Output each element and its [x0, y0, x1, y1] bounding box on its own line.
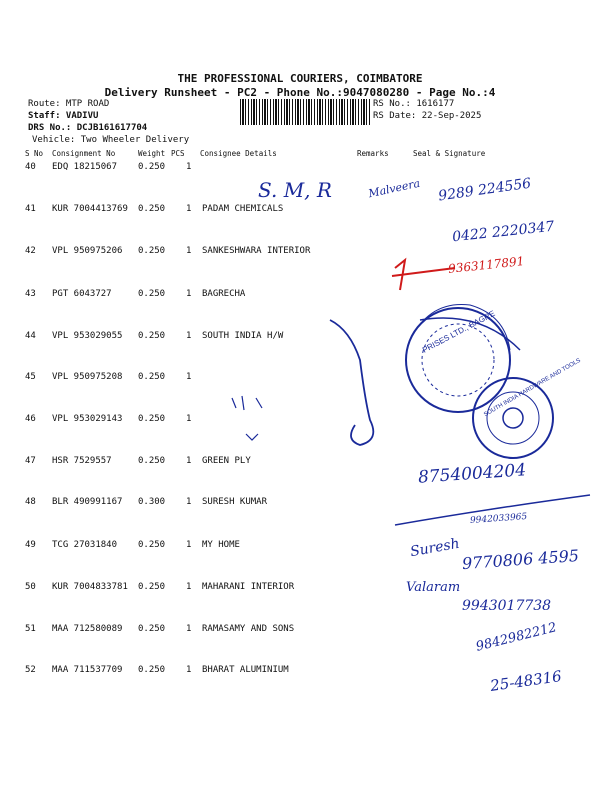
row-weight: 0.250 — [138, 624, 166, 634]
row-sno: 41 — [25, 204, 36, 214]
col-remarks: Remarks — [357, 149, 389, 158]
row-sno: 43 — [25, 289, 36, 299]
row-consignment: VPL 953029055 — [52, 331, 123, 341]
row-weight: 0.250 — [138, 246, 166, 256]
row-consignee: SURESH KUMAR — [202, 497, 268, 507]
col-sno: S No — [25, 149, 44, 158]
row-consignment: VPL 950975206 — [52, 246, 123, 256]
row-sno: 40 — [25, 162, 36, 172]
row-sno: 47 — [25, 456, 36, 466]
handwritten-name: Suresh — [408, 535, 461, 561]
row-consignee: PADAM CHEMICALS — [202, 204, 284, 214]
row-pcs: 1 — [186, 246, 192, 256]
handwritten-initials: S. M, R — [258, 178, 332, 202]
row-pcs: 1 — [186, 665, 192, 675]
handwritten-phone: 9943017738 — [462, 598, 552, 614]
row-consignment: VPL 953029143 — [52, 414, 123, 424]
col-pcs: PCS — [171, 149, 185, 158]
row-pcs: 1 — [186, 582, 192, 592]
row-consignee: BHARAT ALUMINIUM — [202, 665, 289, 675]
stamp2-text: SOUTH INDIA HARDWARE AND TOOLS — [483, 357, 582, 419]
row-pcs: 1 — [186, 414, 192, 424]
col-consignee: Consignee Details — [200, 149, 277, 158]
row-pcs: 1 — [186, 624, 192, 634]
row-pcs: 1 — [186, 497, 192, 507]
row-weight: 0.250 — [138, 289, 166, 299]
row-weight: 0.250 — [138, 456, 166, 466]
staff-label: Staff: VADIVU — [28, 111, 99, 121]
row-consignee: GREEN PLY — [202, 456, 251, 466]
row-sno: 48 — [25, 497, 36, 507]
row-consignment: HSR 7529557 — [52, 456, 112, 466]
drs-number: DRS No.: DCJB161617704 — [28, 123, 148, 133]
handwritten-tick — [246, 434, 258, 440]
row-consignment: BLR 490991167 — [52, 497, 123, 507]
row-weight: 0.300 — [138, 497, 166, 507]
row-pcs: 1 — [186, 204, 192, 214]
row-consignee: SANKESHWARA INTERIOR — [202, 246, 311, 256]
row-sno: 51 — [25, 624, 36, 634]
row-consignment: VPL 950975208 — [52, 372, 123, 382]
handwritten-phone: 8754004204 — [417, 460, 527, 488]
row-consignment: KUR 7004413769 — [52, 204, 128, 214]
row-pcs: 1 — [186, 289, 192, 299]
row-consignee: BAGRECHA — [202, 289, 246, 299]
handwritten-phone: 0422 2220347 — [451, 218, 555, 246]
handwritten-phone: 9942033965 — [469, 512, 528, 526]
row-sno: 46 — [25, 414, 36, 424]
handwritten-phone-red: 9363117891 — [447, 254, 525, 276]
stamp1-text: PRISES LTD., BAGRE — [420, 308, 497, 355]
handwritten-phone: 9289 224556 — [437, 175, 533, 205]
col-weight: Weight — [138, 149, 166, 158]
row-pcs: 1 — [186, 162, 192, 172]
row-sno: 42 — [25, 246, 36, 256]
row-pcs: 1 — [186, 456, 192, 466]
row-pcs: 1 — [186, 331, 192, 341]
row-consignee: MAHARANI INTERIOR — [202, 582, 295, 592]
vehicle-label: Vehicle: Two Wheeler Delivery — [32, 135, 190, 145]
row-consignee: MY HOME — [202, 540, 240, 550]
row-weight: 0.250 — [138, 372, 166, 382]
rs-date: RS Date: 22-Sep-2025 — [373, 111, 482, 121]
row-weight: 0.250 — [138, 414, 166, 424]
red-signature-mark — [392, 260, 455, 290]
handwritten-phone: 25-48316 — [489, 667, 563, 695]
row-consignee: RAMASAMY AND SONS — [202, 624, 295, 634]
handwritten-phone: 9842982212 — [474, 620, 559, 655]
row-weight: 0.250 — [138, 204, 166, 214]
row-pcs: 1 — [186, 540, 192, 550]
company-title: THE PROFESSIONAL COURIERS, COIMBATORE — [177, 72, 423, 85]
col-consignment: Consignment No — [52, 149, 116, 158]
handwritten-tick — [232, 396, 262, 410]
row-weight: 0.250 — [138, 331, 166, 341]
row-consignment: TCG 27031840 — [52, 540, 118, 550]
col-seal: Seal & Signature — [413, 149, 486, 158]
row-weight: 0.250 — [138, 665, 166, 675]
row-weight: 0.250 — [138, 162, 166, 172]
row-sno: 52 — [25, 665, 36, 675]
row-consignment: MAA 712580089 — [52, 624, 123, 634]
row-weight: 0.250 — [138, 582, 166, 592]
handwritten-phone: 9770806 4595 — [461, 545, 580, 574]
rs-number: RS No.: 1616177 — [373, 99, 455, 109]
row-sno: 45 — [25, 372, 36, 382]
route-label: Route: MTP ROAD — [28, 99, 110, 109]
row-consignment: EDQ 18215067 — [52, 162, 118, 172]
row-consignment: MAA 711537709 — [52, 665, 123, 675]
handwritten-name: Malveera — [367, 176, 422, 201]
row-sno: 49 — [25, 540, 36, 550]
row-sno: 44 — [25, 331, 36, 341]
runsheet-title: Delivery Runsheet - PC2 - Phone No.:9047080280 - Page No.:4 — [104, 86, 496, 99]
handwritten-name: Valaram — [406, 580, 461, 595]
row-pcs: 1 — [186, 372, 192, 382]
row-consignee: SOUTH INDIA H/W — [202, 331, 284, 341]
row-sno: 50 — [25, 582, 36, 592]
signature-stroke — [330, 320, 373, 445]
row-weight: 0.250 — [138, 540, 166, 550]
row-consignment: KUR 7004833781 — [52, 582, 128, 592]
row-consignment: PGT 6043727 — [52, 289, 112, 299]
round-stamp-bagrecha — [406, 304, 510, 412]
